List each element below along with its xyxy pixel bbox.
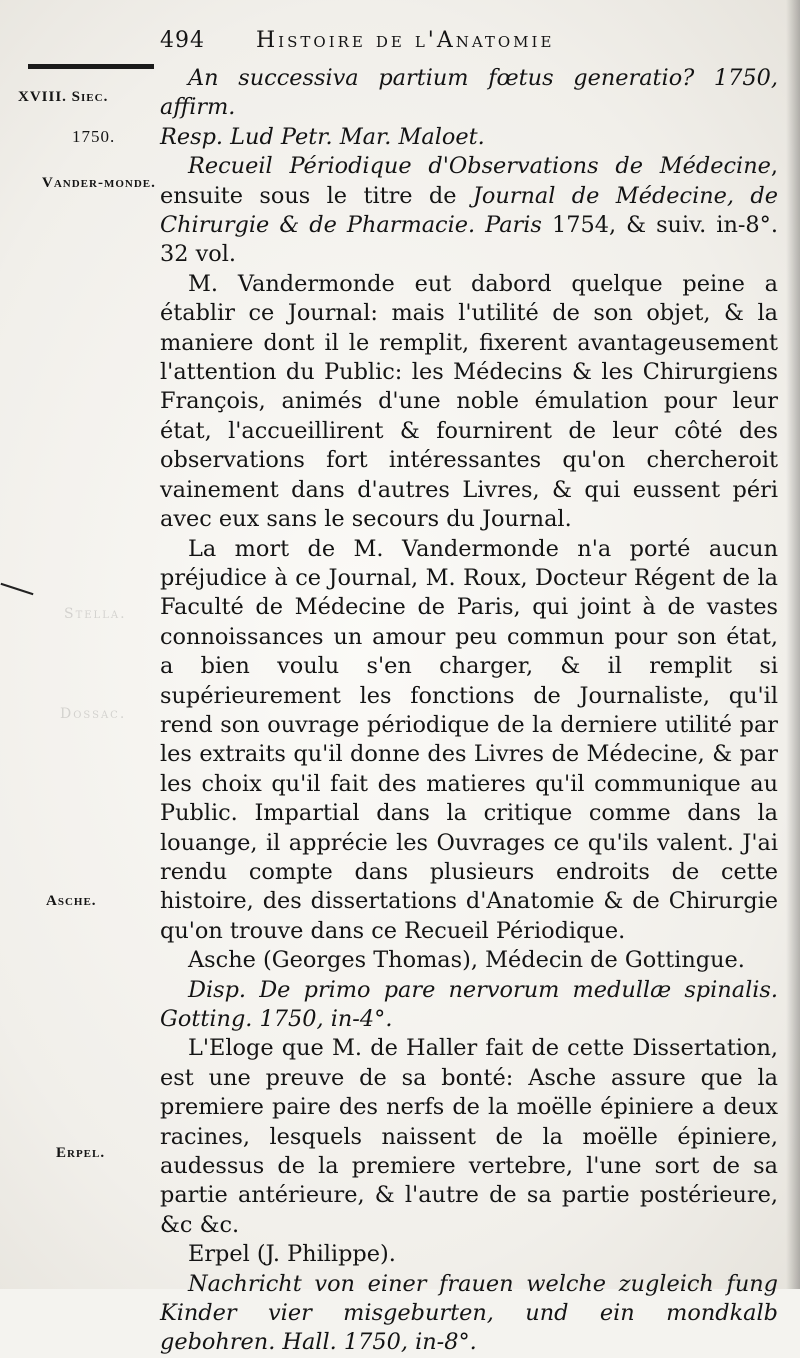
margin-note-siecle: XVIII. Siec.: [18, 89, 109, 105]
page-number: 494: [160, 28, 205, 53]
bleed-through-text: Stella.: [64, 606, 127, 622]
paragraph-haller-eloge: L'Eloge que M. de Haller fait de cette Dissertation, est une preuve de sa bonté: Asche assure que la premiere paire des nerfs de la moëlle épiniere a deux racines, lesquels naissent de la moëlle épiniere, audessus de la premiere vertebre, l'une sort de sa partie antérieure, & l'autre de sa partie postérieure, &c &c.: [160, 1035, 778, 1238]
margin-note-vandermonde: Vander-monde.: [42, 175, 156, 191]
paragraph-roux: La mort de M. Vandermonde n'a porté aucun préjudice à ce Journal, M. Roux, Docteur Régent de la Faculté de Médecine de Paris, qui joint à de vastes connoissances un amour peu commun pour son état, a bien voulu s'en charger, & il remplit si supérieurement les fonctions de Journaliste, qu'il rend son ouvrage périodique de la derniere utilité par les extraits qu'il donne des Livres de Médecine, & par les choix qu'il fait des matieres qu'il communique au Public. Impartial dans la critique comme dans la louange, il apprécie les Ouvrages ce qu'ils valent. J'ai rendu compte dans plusieurs endroits de cette histoire, des dissertations d'Anatomie & de Chirurgie qu'on trouve dans ce Recueil Périodique.: [160, 535, 778, 944]
journal-title: Journal de Médecine, de Chirurgie & de Pharmacie. Paris: [160, 182, 778, 239]
recueil-text-a: , ensuite sous le titre de: [160, 153, 778, 209]
bleed-through-text: Dossac.: [60, 706, 127, 722]
recueil-title: Recueil Périodique d'Observations de Médecine: [188, 153, 771, 180]
paragraph-respondent: Resp. Lud Petr. Mar. Maloet.: [160, 123, 485, 150]
margin-note-asche: Asche.: [46, 893, 97, 909]
margin-rule: [28, 64, 154, 69]
paragraph-thesis-title: An successiva partium fœtus generatio? 1750, affirm.: [160, 65, 778, 121]
recueil-text-b: 1754, & suiv. in-8°. 32 vol.: [160, 212, 778, 268]
paragraph-asche-entry: Asche (Georges Thomas), Médecin de Gottingue.: [188, 947, 745, 974]
margin-note-erpel: Erpel.: [56, 1145, 106, 1161]
paragraph-asche-dissertation: Disp. De primo pare nervorum medullæ spinalis. Gotting. 1750, in-4°.: [160, 976, 778, 1032]
paragraph-erpel-nachricht: Nachricht von einer frauen welche zugleich fung Kinder vier misgeburten, und ein mondkalb gebohren. Hall. 1750, in-8°.: [160, 1270, 778, 1356]
paragraph-vandermonde: M. Vandermonde eut dabord quelque peine a établir ce Journal: mais l'utilité de son objet, & la maniere dont il le remplit, fixerent avantageusement l'attention du Public: les Médecins & les Chirurgiens François, animés d'une noble émulation pour leur état, l'accueillirent & fournirent de leur côté des observations fort intéressantes qu'on chercheroit vainement dans d'autres Livres, & qui eussent péri avec eux sans le secours du Journal.: [160, 270, 778, 533]
page-edge-shadow: [786, 0, 800, 1289]
paragraph-erpel-entry: Erpel (J. Philippe).: [188, 1241, 396, 1268]
page-title: Histoire de l'Anatomie: [256, 28, 555, 53]
body-text: [160, 64, 778, 1358]
paragraph-recueil: [160, 152, 778, 270]
margin-note-year: 1750.: [72, 127, 116, 146]
